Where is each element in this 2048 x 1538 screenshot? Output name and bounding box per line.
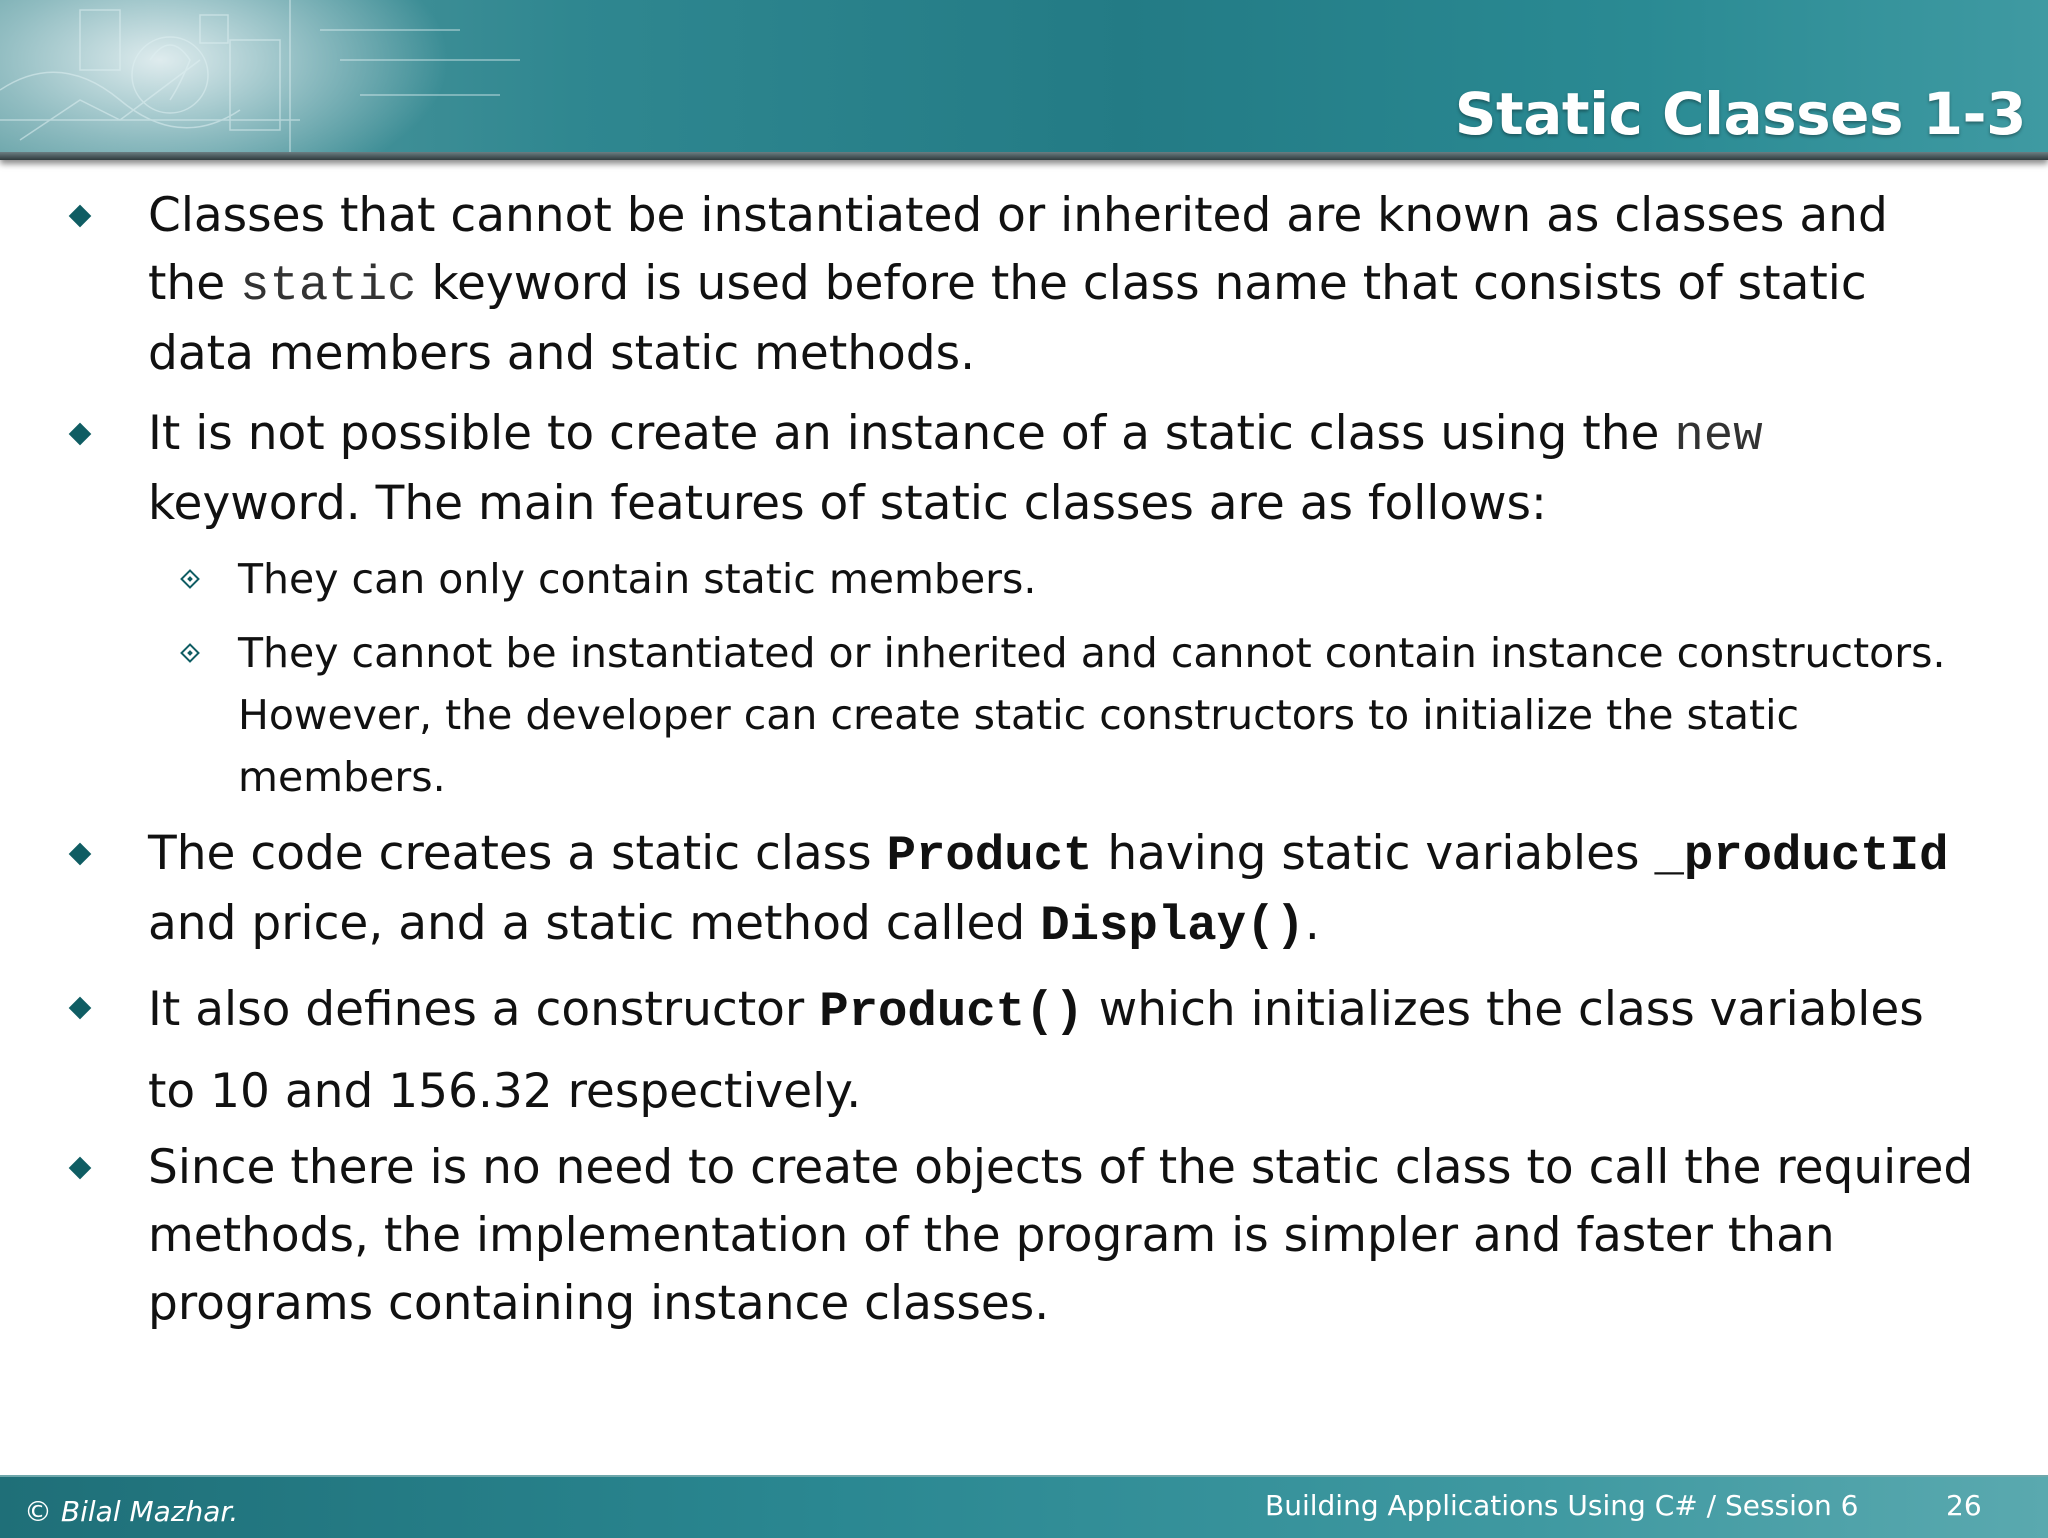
sub-bullet-static-members (238, 548, 1998, 610)
sub-bullet-constructors (238, 622, 1998, 808)
inline-code: Display() (1040, 898, 1305, 954)
inline-code: _productId (1654, 828, 1949, 884)
course-session-label: Building Applications Using C# / Session 6 (1265, 1489, 1859, 1522)
header-divider (0, 152, 2048, 160)
inline-code: Product (886, 828, 1093, 884)
slide-footer (0, 1475, 2048, 1538)
diamond-bullet-icon (69, 997, 92, 1020)
bullet-static-definition (148, 182, 1978, 388)
header-decorative-art (0, 0, 560, 160)
slide-header (0, 0, 2048, 160)
copyright-text: © Bilal Mazhar. (24, 1495, 239, 1528)
bullet-text: Since there is no need to create objects of the static class to call the required methods, the implementation of the program is simpler and faster than programs containing instance classes. (148, 1140, 1974, 1331)
bullet-no-instance (148, 400, 1978, 538)
bullet-text: Classes that cannot be instantiated or inherited are known as classes and the (148, 188, 1888, 311)
sub-bullet-text: They can only contain static members. (238, 555, 1037, 603)
bullet-text: It is not possible to create an instance of a static class using the (148, 406, 1675, 461)
page-number: 26 (1946, 1489, 1982, 1522)
bullet-text: and price, and a static method called (148, 896, 1041, 951)
bullet-text: It also defines a constructor (148, 982, 820, 1037)
diamond-bullet-icon (69, 423, 92, 446)
diamond-outline-bullet-icon (180, 569, 200, 589)
bullet-constructor (148, 970, 1978, 1132)
slide-title: Static Classes 1-3 (1454, 80, 2026, 148)
inline-code: static (240, 258, 417, 314)
diamond-bullet-icon (69, 205, 92, 228)
inline-code: new (1674, 408, 1763, 464)
sub-bullet-text: They cannot be instantiated or inherited and cannot contain instance constructors. However, the developer can create static constructors to initialize the static members. (238, 629, 1946, 801)
bullet-text: . (1304, 896, 1320, 951)
inline-code: Product() (819, 984, 1084, 1040)
bullet-text: having static variables (1092, 826, 1655, 881)
diamond-outline-bullet-icon (180, 643, 200, 663)
bullet-text: keyword is used before the class name that consists of static data members and static methods. (148, 256, 1867, 381)
bullet-text: which initializes the class variables to 10 and 156.32 respectively. (148, 982, 1924, 1119)
diamond-bullet-icon (69, 843, 92, 866)
bullet-product-class (148, 820, 1978, 960)
diamond-bullet-icon (69, 1157, 92, 1180)
bullet-simpler-faster (148, 1134, 1978, 1338)
bullet-text: keyword. The main features of static classes are as follows: (148, 476, 1547, 531)
bullet-text: The code creates a static class (148, 826, 887, 881)
